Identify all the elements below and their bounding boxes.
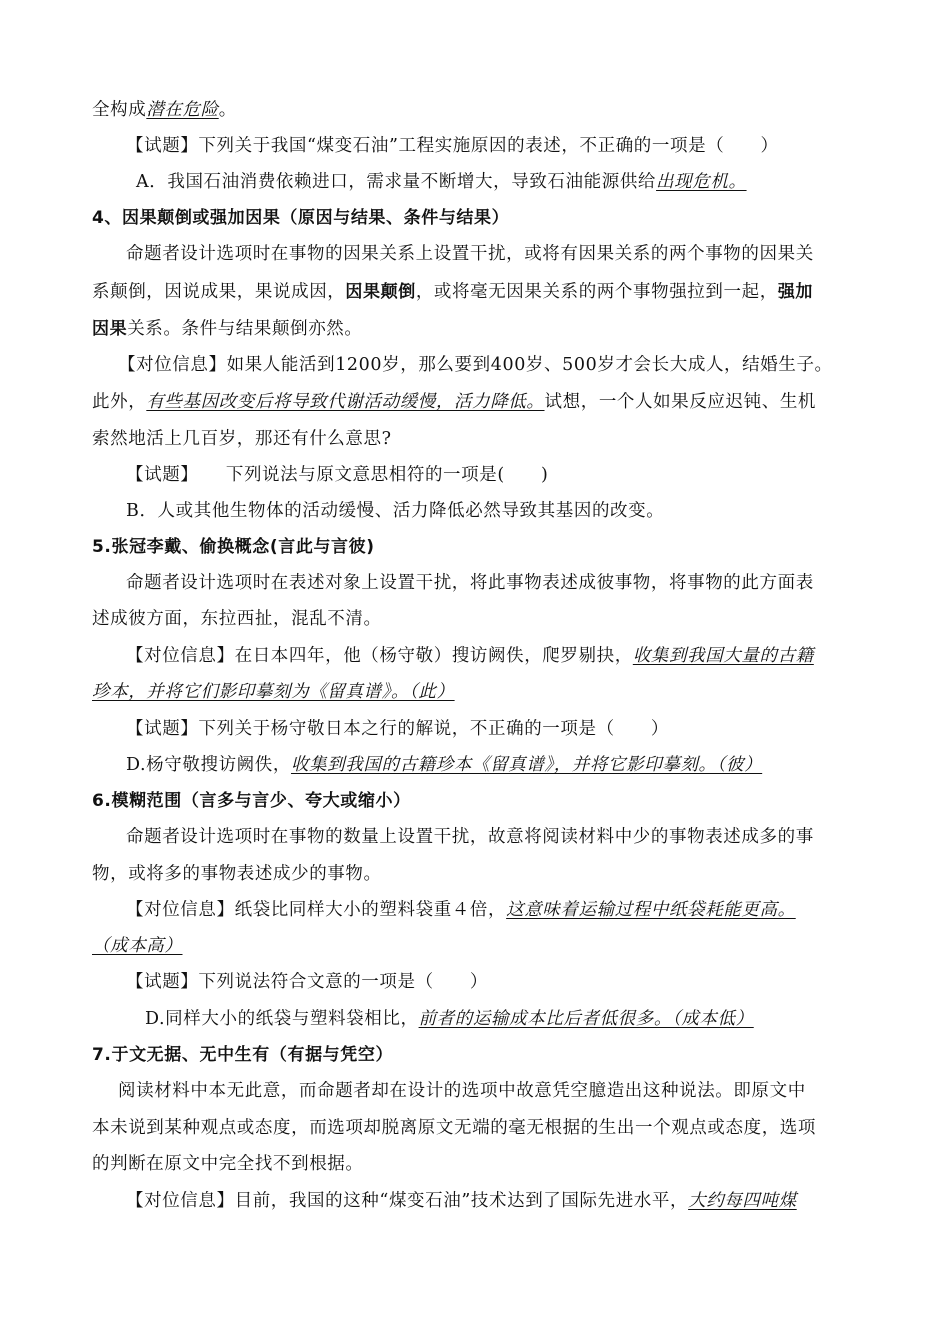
paragraph-line: 命题者设计选项时在表述对象上设置干扰，将此事物表述成彼事物，将事物的此方面表 — [126, 573, 814, 593]
test-question: 【试题】下列说法符合文意的一项是（ ） — [126, 972, 488, 992]
reference-info: 【对位信息】在日本四年，他（杨守敬）搜访阙佚，爬罗剔抉，收集到我国大量的古籍 — [126, 646, 814, 666]
underlined-text: 收集到我国的古籍珍本《留真谱》，并将它影印摹刻。（彼） — [290, 755, 763, 775]
paragraph-line: 此外，有些基因改变后将导致代谢活动缓慢，活力降低。试想，一个人如果反应迟钝、生机 — [92, 392, 817, 412]
underlined-text: （成本高） — [92, 936, 183, 956]
option-d: D.杨守敬搜访阙佚，收集到我国的古籍珍本《留真谱》，并将它影印摹刻。（彼） — [126, 755, 763, 775]
paragraph-line: 因果关系。条件与结果颠倒亦然。 — [92, 319, 363, 339]
option-b: B．人或其他生物体的活动缓慢、活力降低必然导致其基因的改变。 — [126, 501, 665, 521]
paragraph-line: 的判断在原文中完全找不到根据。 — [92, 1154, 364, 1174]
paragraph-line — [92, 934, 862, 958]
section-heading-6: 6.模糊范围（言多与言少、夸大或缩小） — [92, 791, 411, 811]
paragraph-line: 物，或将多的事物表述成少的事物。 — [92, 864, 382, 884]
underlined-text: 出现危机。 — [656, 172, 747, 192]
paragraph-line: 阅读材料中本无此意，而命题者却在设计的选项中故意凭空臆造出这种说法。即原文中 — [118, 1081, 806, 1101]
paragraph-line: 本未说到某种观点或态度，而选项却脱离原文无端的毫无根据的生出一个观点或态度，选项 — [92, 1118, 816, 1138]
reference-info: 【对位信息】纸袋比同样大小的塑料袋重４倍，这意味着运输过程中纸袋耗能更高。 — [126, 900, 796, 920]
test-question: 【试题】下列关于杨守敬日本之行的解说，不正确的一项是（ ） — [126, 719, 669, 739]
test-question: 【试题】 下列说法与原文意思相符的一项是( ) — [126, 465, 549, 485]
paragraph-line — [92, 680, 862, 704]
underlined-text: 珍本，并将它们影印摹刻为《留真谱》。（此） — [92, 682, 455, 702]
paragraph-line: 述成彼方面，东拉西扯，混乱不清。 — [92, 609, 382, 629]
underlined-text: 前者的运输成本比后者低很多。（成本低） — [418, 1009, 754, 1029]
paragraph-line: 命题者设计选项时在事物的数量上设置干扰，故意将阅读材料中少的事物表述成多的事 — [126, 827, 814, 847]
reference-info: 【对位信息】如果人能活到1200岁，那么要到400岁、500岁才会长大成人，结婚生子。 — [118, 355, 833, 375]
option-a: A．我国石油消费依赖进口，需求量不断增大，导致石油能源供给出现危机。 — [136, 172, 747, 192]
section-heading-7: 7.于文无据、无中生有（有据与凭空） — [92, 1045, 394, 1065]
section-heading-5: 5.张冠李戴、偷换概念(言此与言彼) — [92, 537, 375, 557]
paragraph-line: 命题者设计选项时在事物的因果关系上设置干扰，或将有因果关系的两个事物的因果关 — [126, 244, 814, 264]
paragraph-line: 系颠倒，因说成果，果说成因，因果颠倒，或将毫无因果关系的两个事物强拉到一起，强加 — [92, 282, 814, 302]
underlined-text: 有些基因改变后将导致代谢活动缓慢，活力降低。 — [146, 392, 545, 412]
underlined-text: 收集到我国大量的古籍 — [632, 646, 814, 666]
underlined-text: 这意味着运输过程中纸袋耗能更高。 — [506, 900, 796, 920]
text-line: 全构成潜在危险。 — [92, 100, 237, 120]
option-d: D.同样大小的纸袋与塑料袋相比，前者的运输成本比后者低很多。（成本低） — [145, 1009, 754, 1029]
section-heading-4: 4、因果颠倒或强加因果（原因与结果、条件与结果） — [92, 208, 510, 228]
reference-info: 【对位信息】目前，我国的这种“煤变石油”技术达到了国际先进水平，大约每四吨煤 — [126, 1191, 797, 1211]
paragraph-line: 索然地活上几百岁，那还有什么意思? — [92, 429, 392, 449]
underlined-text: 潜在危险 — [146, 100, 219, 120]
test-question: 【试题】下列关于我国“煤变石油”工程实施原因的表述，不正确的一项是（ ） — [126, 136, 779, 156]
underlined-text: 大约每四吨煤 — [688, 1191, 797, 1211]
